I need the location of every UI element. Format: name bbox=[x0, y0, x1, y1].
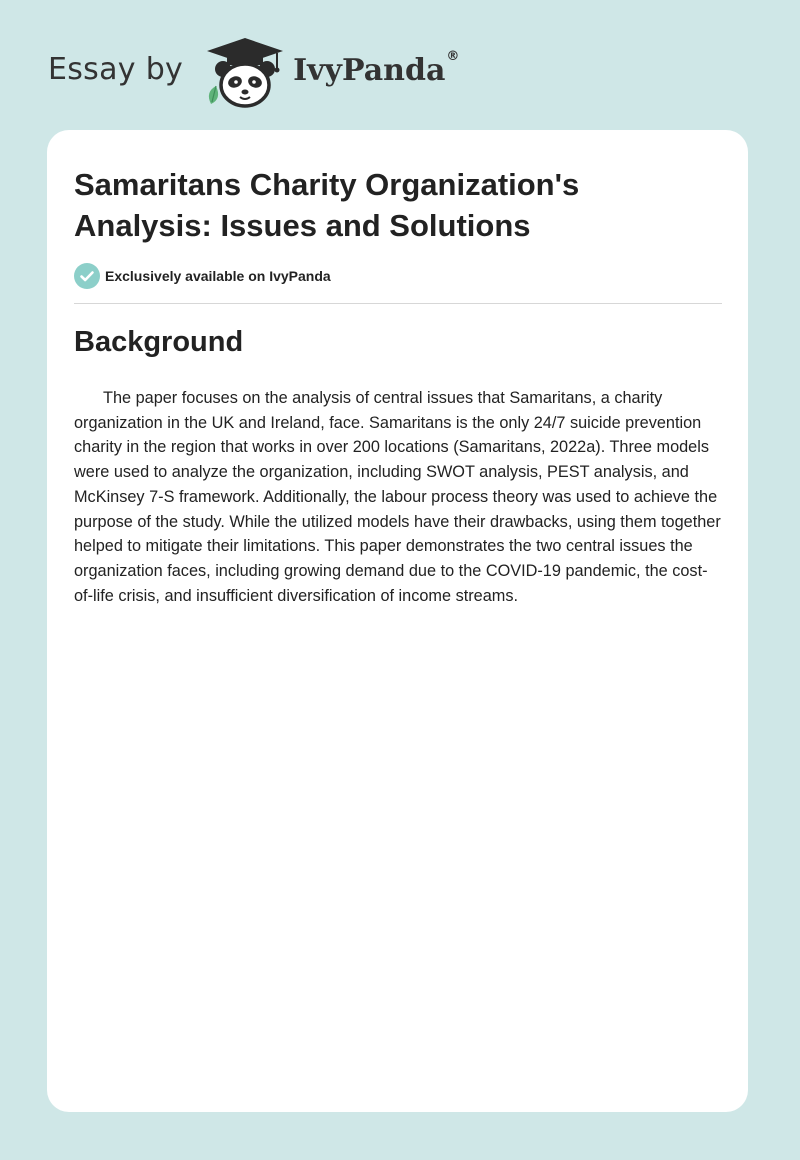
page-title: Samaritans Charity Organization's Analysis: Issues and Solutions bbox=[74, 167, 580, 243]
essay-card bbox=[47, 130, 748, 1112]
registered-mark: ® bbox=[446, 48, 460, 64]
exclusive-badge bbox=[74, 263, 331, 289]
title-divider bbox=[74, 303, 722, 304]
brand-name[interactable]: IvyPanda® bbox=[293, 48, 460, 88]
body-paragraph: The paper focuses on the analysis of central issues that Samaritans, a charity organization in the UK and Ireland, face. Samaritans is the only 24/7 suicide prevention charity in the region that works in over 200 locations (Samaritans, 2022a). Three models were used to analyze the organization, including SWOT analysis, PEST analysis, and McKinsey 7-S framework. Additionally, the labour process theory was used to achieve the purpose of the study. While the utilized models have their drawbacks, using them together helped to mitigate their limitations. This paper demonstrates the two central issues the organization faces, including growing demand due to the COVID-19 pandemic, the cost-of-life crisis, and insufficient diversification of income streams. bbox=[74, 389, 721, 605]
section-heading: Background bbox=[74, 326, 244, 358]
panda-graduate-icon[interactable] bbox=[203, 36, 287, 110]
check-circle-icon bbox=[74, 263, 100, 289]
essay-by-label: Essay by bbox=[48, 51, 184, 87]
site-header bbox=[48, 36, 508, 110]
exclusive-badge-label: Exclusively available on IvyPanda bbox=[105, 268, 331, 284]
